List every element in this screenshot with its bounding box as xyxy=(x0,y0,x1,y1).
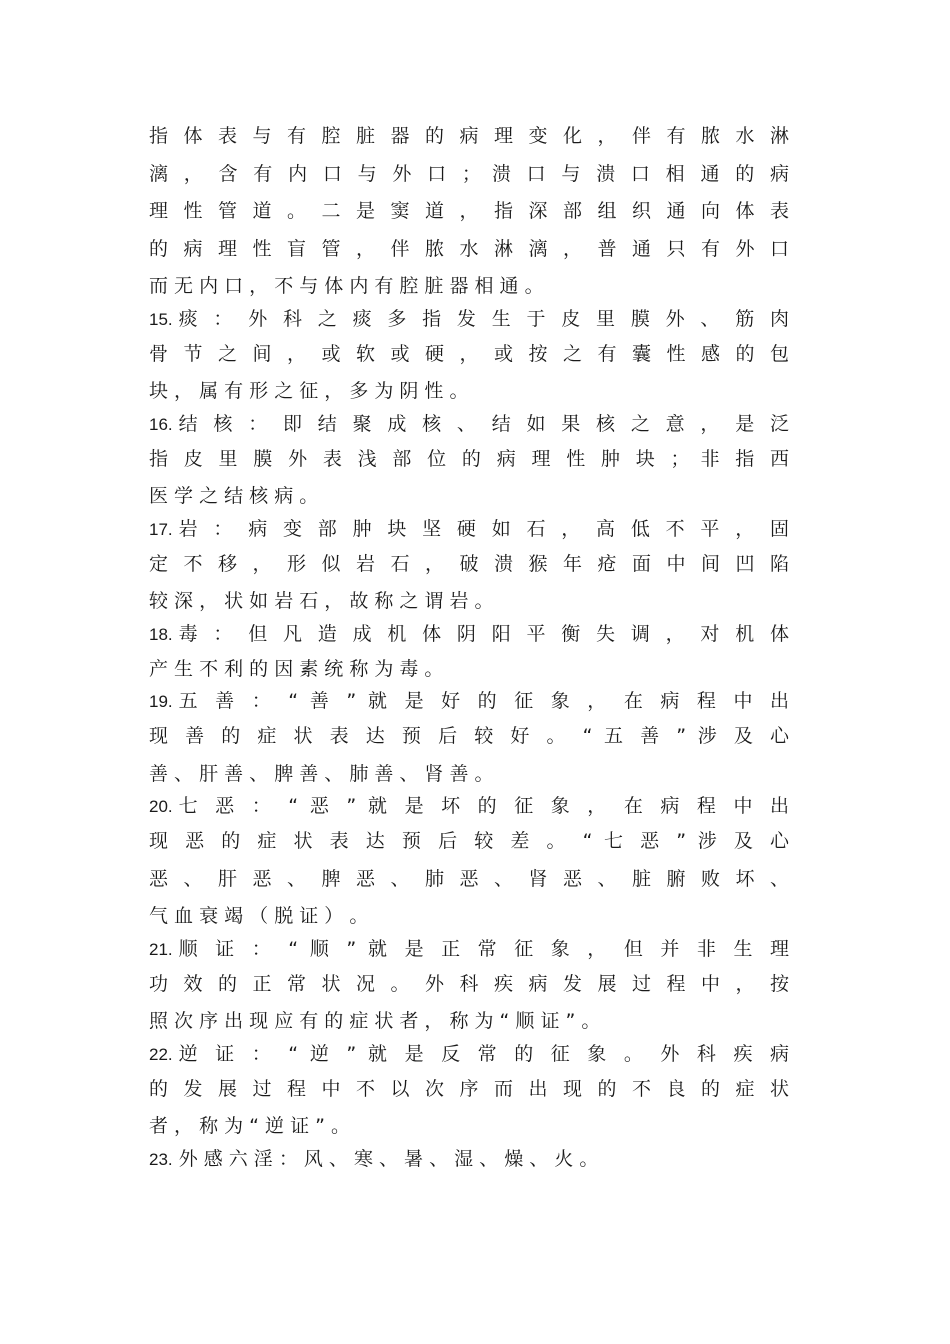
entry-15 xyxy=(149,302,789,411)
entry-22 xyxy=(149,1037,789,1146)
entry-number: 21. xyxy=(149,939,173,959)
text-line: 的 病 理 性 盲 管 ， 伴 脓 水 淋 漓 ， 普 通 只 有 外 口 xyxy=(149,237,789,260)
entry-text: 逆 证 ： “ 逆 ” 就 是 反 常 的 征 象 。 外 科 疾 病 xyxy=(178,1042,789,1065)
entry-first-line xyxy=(149,1037,789,1071)
text-line: 的 发 展 过 程 中 不 以 次 序 而 出 现 的 不 良 的 症 状 xyxy=(149,1077,789,1100)
text-line: 气 血 衰 竭 （ 脱 证 ） 。 xyxy=(149,905,369,927)
entry-18 xyxy=(149,617,789,689)
text-line: 产 生 不 利 的 因 素 统 称 为 毒 。 xyxy=(149,657,444,680)
text-line: 指 皮 里 膜 外 表 浅 部 位 的 病 理 性 肿 块 ； 非 指 西 xyxy=(149,447,789,470)
intro-paragraph xyxy=(149,118,789,306)
text-line: 现 善 的 症 状 表 达 预 后 较 好 。 “ 五 善 ” 涉 及 心 xyxy=(149,725,789,747)
entry-text: 痰 ： 外 科 之 痰 多 指 发 生 于 皮 里 膜 外 、 筋 肉 xyxy=(178,307,789,330)
entry-first-line xyxy=(149,684,789,718)
entry-number: 16. xyxy=(149,414,173,434)
entry-first-line xyxy=(149,407,789,441)
text-line: 恶 、 肝 恶 、 脾 恶 、 肺 恶 、 肾 恶 、 脏 腑 败 坏 、 xyxy=(149,867,789,890)
text-line: 较 深 ， 状 如 岩 石 ， 故 称 之 谓 岩 。 xyxy=(149,590,494,612)
entry-first-line xyxy=(149,617,789,651)
entry-first-line xyxy=(149,932,789,966)
text-line: 功 效 的 正 常 状 况 。 外 科 疾 病 发 展 过 程 中 ， 按 xyxy=(149,972,789,995)
entry-number: 22. xyxy=(149,1044,173,1064)
text-line: 者 ， 称 为 “ 逆 证 ” 。 xyxy=(149,1115,351,1137)
entry-16 xyxy=(149,407,789,516)
entry-19 xyxy=(149,684,789,793)
entry-number: 19. xyxy=(149,692,173,711)
entry-text: 五 善 ： “ 善 ” 就 是 好 的 征 象 ， 在 病 程 中 出 xyxy=(178,690,789,712)
entry-text: 结 核 ： 即 结 聚 成 核 、 结 如 果 核 之 意 ， 是 泛 xyxy=(178,412,789,435)
text-line: 定 不 移 ， 形 似 岩 石 ， 破 溃 猴 年 疮 面 中 间 凹 陷 xyxy=(149,552,789,575)
text-line: 块 ， 属 有 形 之 征 ， 多 为 阴 性 。 xyxy=(149,380,469,402)
entry-23 xyxy=(149,1142,789,1176)
entry-text: 岩 ： 病 变 部 肿 块 坚 硬 如 石 ， 高 低 不 平 ， 固 xyxy=(178,517,789,540)
text-line: 指 体 表 与 有 腔 脏 器 的 病 理 变 化 ， 伴 有 脓 水 淋 xyxy=(149,125,789,147)
entry-number: 15. xyxy=(149,309,173,329)
text-line: 照 次 序 出 现 应 有 的 症 状 者 ， 称 为 “ 顺 证 ” 。 xyxy=(149,1010,601,1032)
entry-text: 外 感 六 淫 ： 风 、 寒 、 暑 、 湿 、 燥 、 火 。 xyxy=(178,1147,599,1170)
text-line: 现 恶 的 症 状 表 达 预 后 较 差 。 “ 七 恶 ” 涉 及 心 xyxy=(149,830,789,852)
entry-21 xyxy=(149,932,789,1041)
entry-first-line xyxy=(149,789,789,823)
entry-number: 18. xyxy=(149,624,173,644)
entry-17 xyxy=(149,512,789,621)
entry-20 xyxy=(149,789,789,936)
entry-number: 17. xyxy=(149,519,173,539)
entry-first-line xyxy=(149,302,789,336)
entry-text: 毒 ： 但 凡 造 成 机 体 阴 阳 平 衡 失 调 ， 对 机 体 xyxy=(178,622,789,645)
entry-first-line xyxy=(149,1142,789,1176)
entry-number: 20. xyxy=(149,797,173,816)
entry-text: 顺 证 ： “ 顺 ” 就 是 正 常 征 象 ， 但 并 非 生 理 xyxy=(178,937,789,960)
text-line: 而 无 内 口 ， 不 与 体 内 有 腔 脏 器 相 通 。 xyxy=(149,275,544,297)
text-line: 理 性 管 道 。 二 是 窦 道 ， 指 深 部 组 织 通 向 体 表 xyxy=(149,200,789,222)
text-line: 骨 节 之 间 ， 或 软 或 硬 ， 或 按 之 有 囊 性 感 的 包 xyxy=(149,342,789,365)
text-line: 漓 ， 含 有 内 口 与 外 口 ； 溃 口 与 溃 口 相 通 的 病 xyxy=(149,162,789,185)
entry-number: 23. xyxy=(149,1149,173,1169)
entry-first-line xyxy=(149,512,789,546)
document-body xyxy=(149,118,789,1176)
text-line: 善 、 肝 善 、 脾 善 、 肺 善 、 肾 善 。 xyxy=(149,762,494,785)
entry-text: 七 恶 ： “ 恶 ” 就 是 坏 的 征 象 ， 在 病 程 中 出 xyxy=(178,795,789,817)
text-line: 医 学 之 结 核 病 。 xyxy=(149,485,319,507)
